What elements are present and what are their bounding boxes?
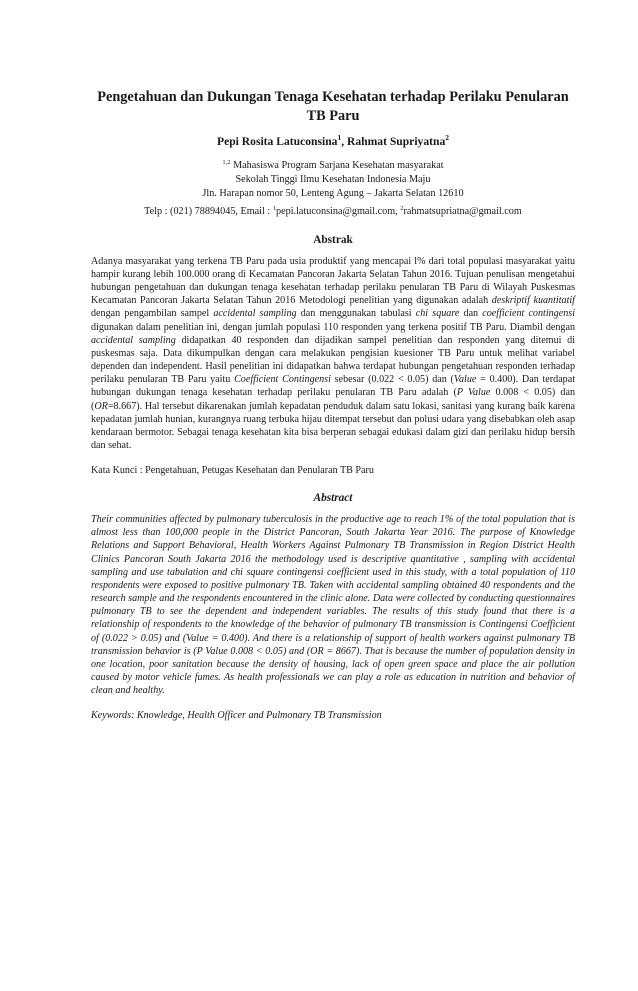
- abstrak-italic-term: accidental sampling: [213, 308, 297, 320]
- author-superscript: 2: [445, 133, 449, 142]
- affiliation-line: [91, 156, 575, 173]
- email-address: pepi.latuconsina@gmail.com,: [276, 205, 401, 217]
- author-separator: ,: [341, 135, 347, 148]
- abstrak-italic-term: deskriptif kuantitatif: [491, 295, 575, 307]
- abstrak-text: =8.667). Hal tersebut dikarenakan jumlah kepadatan penduduk dalam satu lokasi, sanitasi yang kurang baik karena kepadatan jumlah hunian, kurangnya ruang terbuka hijau ditempat tersebut dan polusi udara yang disebabkan oleh asap kendaraan bermotor. Sebagai tenaga kesehatan kita bisa berperan sebagai edukasi dalam gizi dan perilaku hidup bersih dan sehat.: [91, 400, 575, 451]
- abstrak-italic-term: P Value: [456, 387, 491, 399]
- abstrak-keywords: Kata Kunci : Pengetahuan, Petugas Kesehatan dan Penularan TB Paru: [91, 465, 374, 477]
- abstrak-italic-term: coefficient contingensi: [482, 308, 575, 320]
- abstrak-italic-term: Value: [453, 374, 477, 386]
- abstrak-italic-term: Coefficient Contingensi: [234, 374, 331, 386]
- paper-title: Pengetahuan dan Dukungan Tenaga Kesehatan terhadap Perilaku Penularan TB Paru: [97, 89, 569, 124]
- author-name: Rahmat Supriyatna: [347, 135, 446, 148]
- email-superscript: 2: [400, 204, 404, 212]
- abstrak-text: 0.008 < 0.05) dan (: [91, 387, 575, 412]
- author-name: Pepi Rosita Latuconsina: [216, 135, 338, 148]
- abstrak-text: digunakan dalam penelitian ini, dengan jumlah populasi 110 responden yang terkena positif TB Paru. Diambil dengan: [91, 321, 575, 333]
- abstrak-text: dengan pengambilan sampel: [91, 308, 214, 320]
- paper-page: [0, 88, 638, 991]
- abstrak-italic-term: accidental sampling: [91, 334, 176, 346]
- affiliation-program: Mahasiswa Program Sarjana Kesehatan masyarakat: [230, 160, 444, 171]
- email-address: rahmatsupriatna@gmail.com: [403, 205, 522, 217]
- abstract-keywords: Keywords: Knowledge, Health Officer and Pulmonary TB Transmission: [91, 710, 382, 722]
- affiliation-block: [91, 156, 575, 219]
- abstrak-body: [91, 255, 575, 452]
- abstrak-text: Adanya masyarakat yang terkena TB Paru pada usia produktif yang mencapai l% dari total populasi masyarakat yaitu hampir kurang lebih 100.000 orang di Kecamatan Pancoran Jakarta Selatan Tahun 2016. Tujuan penulisan mengetahui hubungan pengetahuan dan dukungan tenaga kesehatan terhadap perilaku penularan TB Paru di Wilayah Puskesmas Kecamatan Pancoran Jakarta Selatan Tahun 2016 Metodologi penelitian yang digunakan adalah: [91, 255, 575, 307]
- abstrak-italic-term: chi square: [415, 308, 460, 320]
- abstrak-text: dan menggunakan tabulasi: [296, 308, 416, 320]
- affiliation-superscript: 1,2: [222, 159, 231, 166]
- affiliation-contact: [91, 202, 575, 219]
- abstract-heading: Abstract: [313, 492, 353, 505]
- abstrak-text: sebesar (0.022 < 0.05) dan (: [330, 374, 454, 386]
- abstrak-italic-term: OR: [94, 400, 108, 412]
- affiliation-institution: Sekolah Tinggi Ilmu Kesehatan Indonesia Maju: [235, 174, 431, 186]
- email-superscript: 1: [272, 204, 277, 212]
- abstrak-text: = 0.400). Dan terdapat hubungan dukungan tenaga kesehatan terhadap perilaku penularan TB Paru adalah (: [91, 374, 576, 399]
- abstrak-text: dan: [459, 308, 483, 320]
- abstrak-text: didapatkan 40 responden dan dijadikan sampel penelitian dan responden yang ditemui di puskesmas saja. Data dikumpulkan dengan cara melakukan pengisian kuesioner TB Paru untuk melihat variabel dependen dan independent. Hasil penelitian ini didapatkan bahwa terdapat hubungan pengetahuan responden terhadap perilaku penularan TB Paru yaitu: [91, 334, 575, 386]
- author-superscript: 1: [337, 133, 342, 142]
- abstract-body: Their communities affected by pulmonary tuberculosis in the productive age to reach 1% of the total population that is almost less than 100,000 people in the District Pancoran, South Jakarta Year 2016. The purpose of Knowledge Relations and Support Behavioral, Health Workers Against Pulmonary TB Transmission in Region District Health Clinics Pancoran South Jakarta 2016 the methodology used is descriptive quantitative , sampling with accidental sampling and use tabulation and chi square contingensi coefficient used in this study, with a total population of 110 respondents were exposed to positive pulmonary TB. Taken with accidental sampling obtained 40 respondents and the research sample and the respondents encountered in the clinic alone. Data were collected by conducting questionnaires pulmonary TB to see the dependent and independent variables. The results of this study found that there is a relationship of respondents to the knowledge of the behavior of pulmonary TB transmission is Contingensi Coefficient of (0.022 > 0.05) and (Value = 0.400). And there is a relationship of support of health workers against pulmonary TB transmission behavior is (P Value 0.008 < 0.05) and (OR = 8667). That is because the number of population density in one location, poor sanitation because the density of housing, lack of open green space and place the air pollution caused by motor vehicle fumes. As health professionals we can play a role as education in nutrition and behavior of clean and healthy.: [91, 514, 575, 697]
- affiliation-address: Jln. Harapan nomor 50, Lenteng Agung – Jakarta Selatan 12610: [202, 188, 464, 200]
- contact-prefix: Telp : (021) 78894045, Email :: [144, 205, 273, 217]
- author-list: [91, 130, 575, 150]
- abstrak-heading: Abstrak: [313, 233, 353, 246]
